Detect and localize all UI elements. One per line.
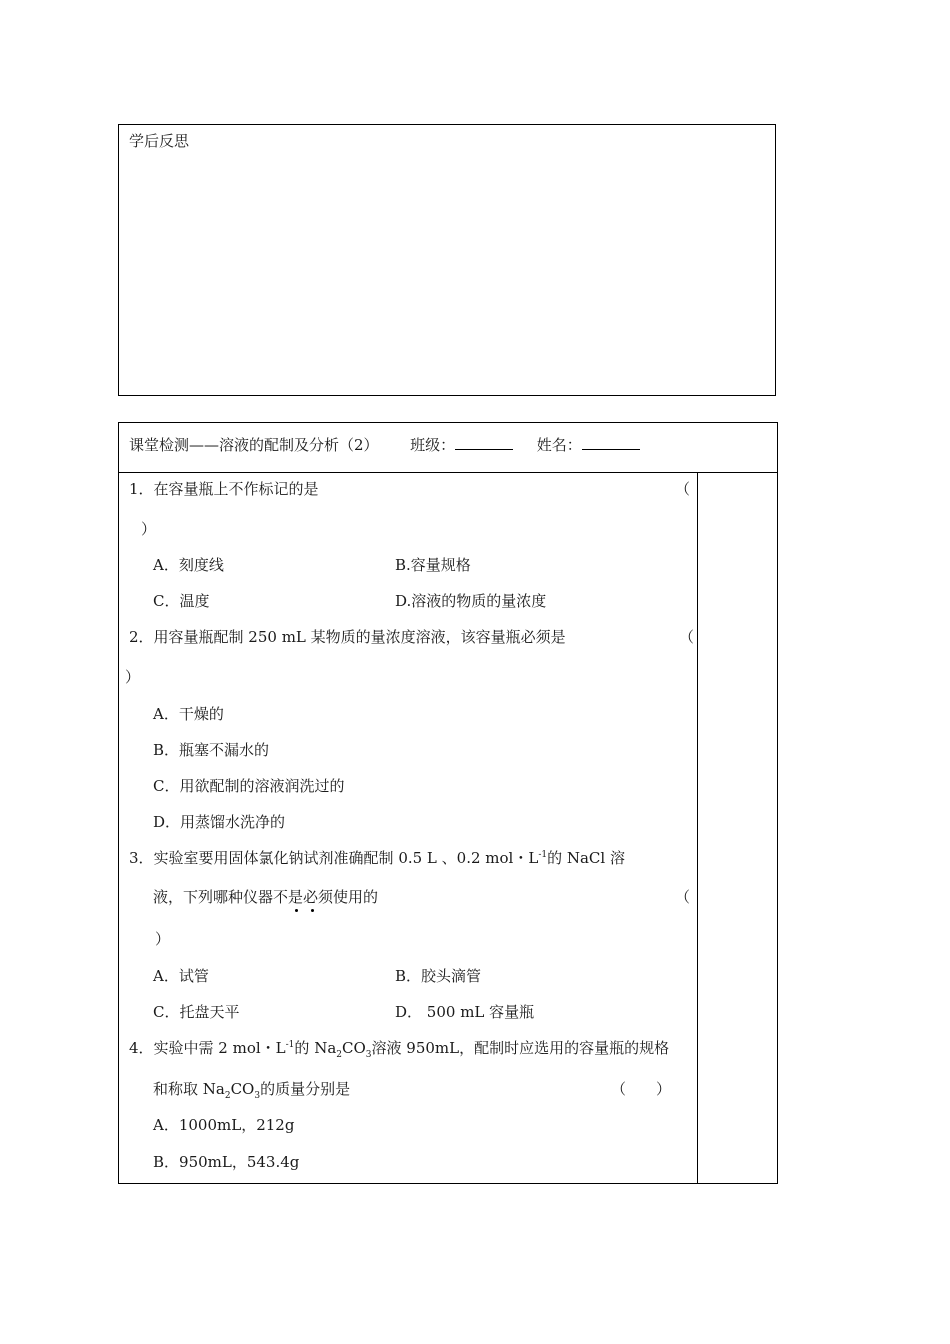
q4-line2-suffix: 的质量分别是 bbox=[260, 1080, 351, 1098]
q3-option-d: D． 500 mL 容量瓶 bbox=[395, 1003, 535, 1021]
class-label: 班级： bbox=[410, 436, 456, 454]
q3-stem-prefix: 3．实验室要用固体氯化钠试剂准确配制 0.5 L 、0.2 mol・L bbox=[129, 849, 539, 867]
quiz-box bbox=[118, 422, 778, 1184]
q1-option-b: B.容量规格 bbox=[395, 556, 471, 574]
q3-stem bbox=[129, 847, 625, 868]
q4-stem bbox=[129, 1037, 669, 1060]
name-label: 姓名： bbox=[536, 436, 582, 454]
q4-answer-paren: （ ） bbox=[611, 1080, 672, 1098]
q4-sub2: 3 bbox=[365, 1050, 372, 1060]
q4-line2-mid: CO bbox=[230, 1080, 255, 1098]
q1-option-c: C．温度 bbox=[153, 592, 210, 610]
q3-stem-line2: 液，下列哪种仪器不是必须使用的 bbox=[153, 888, 379, 906]
emphasis-dot bbox=[295, 909, 298, 912]
q4-option-b: B．950mL，543.4g bbox=[153, 1153, 300, 1171]
reflection-title: 学后反思 bbox=[129, 132, 190, 150]
q2-close-paren: ） bbox=[125, 668, 141, 686]
emphasis-dot bbox=[311, 909, 314, 912]
q4-stem-mid2: CO bbox=[342, 1039, 366, 1057]
q1-stem: 1．在容量瓶上不作标记的是 bbox=[129, 480, 319, 498]
q4-stem-line2 bbox=[153, 1078, 350, 1101]
q2-open-paren: （ bbox=[679, 628, 695, 646]
q3-stem-suffix: 的 NaCl 溶 bbox=[547, 849, 625, 867]
class-blank[interactable] bbox=[455, 435, 513, 450]
q4-line2-sub1: 2 bbox=[224, 1091, 231, 1101]
q2-option-a: A．干燥的 bbox=[153, 705, 224, 723]
q4-sub1: 2 bbox=[336, 1050, 342, 1060]
reflection-box bbox=[118, 124, 776, 396]
q3-open-paren: （ bbox=[675, 888, 691, 906]
q3-option-c: C．托盘天平 bbox=[153, 1003, 240, 1021]
q1-option-a: A．刻度线 bbox=[153, 556, 224, 574]
q1-open-paren: （ bbox=[675, 480, 691, 498]
q4-stem-prefix: 4．实验中需 2 mol・L bbox=[129, 1039, 286, 1057]
q2-stem: 2．用容量瓶配制 250 mL 某物质的量浓度溶液，该容量瓶必须是 bbox=[129, 628, 566, 646]
q3-close-paren: ） bbox=[155, 930, 171, 948]
q3-stem-sup: -1 bbox=[538, 850, 548, 860]
q1-close-paren: ） bbox=[141, 520, 157, 538]
q4-line2-prefix: 和称取 Na bbox=[153, 1080, 225, 1098]
q3-option-b: B．胶头滴管 bbox=[395, 967, 482, 985]
q1-option-d: D.溶液的物质的量浓度 bbox=[395, 592, 547, 610]
name-blank[interactable] bbox=[582, 435, 640, 450]
q2-option-b: B．瓶塞不漏水的 bbox=[153, 741, 270, 759]
q2-option-d: D．用蒸馏水洗净的 bbox=[153, 813, 286, 831]
quiz-header bbox=[119, 423, 777, 473]
q2-option-c: C．用欲配制的溶液润洗过的 bbox=[153, 777, 345, 795]
q4-stem-suffix: 溶液 950mL，配制时应选用的容量瓶的规格 bbox=[371, 1039, 670, 1057]
q4-stem-mid1: 的 Na bbox=[294, 1039, 337, 1057]
q4-option-a: A．1000mL，212g bbox=[153, 1116, 295, 1134]
q4-line2-sub2: 3 bbox=[254, 1091, 261, 1101]
column-divider bbox=[697, 473, 698, 1184]
q3-option-a: A．试管 bbox=[153, 967, 209, 985]
q4-stem-sup: -1 bbox=[285, 1040, 295, 1050]
quiz-title: 课堂检测——溶液的配制及分析（2） bbox=[129, 436, 379, 454]
